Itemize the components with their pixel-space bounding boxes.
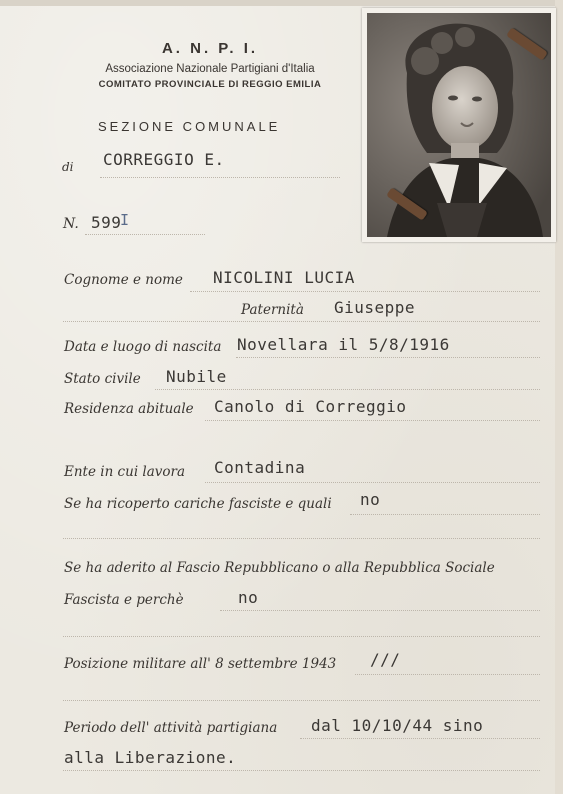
dotted-line bbox=[63, 538, 540, 539]
dotted-line bbox=[350, 514, 540, 515]
paternity-value: Giuseppe bbox=[334, 298, 416, 317]
dotted-line bbox=[190, 291, 540, 292]
number-suffix: I bbox=[120, 211, 130, 229]
civil-status-label: Stato civile bbox=[64, 371, 141, 387]
employer-value: Contadina bbox=[214, 458, 306, 477]
section-heading: SEZIONE COMUNALE bbox=[98, 119, 281, 134]
number-label: N. bbox=[63, 216, 79, 232]
anpi-title: A. N. P. I. bbox=[161, 40, 259, 57]
dotted-line bbox=[355, 674, 540, 675]
rsi-membership-value: no bbox=[238, 588, 259, 607]
dotted-line bbox=[100, 177, 340, 178]
employer-label: Ente in cui lavora bbox=[64, 464, 186, 480]
military-position-value: /// bbox=[370, 650, 401, 669]
dotted-line bbox=[205, 482, 540, 483]
dotted-line bbox=[220, 610, 540, 611]
partisan-period-value: dal 10/10/44 sino bbox=[311, 716, 484, 735]
rsi-membership-label-2: Fascista e perchè bbox=[64, 592, 184, 608]
birth-label: Data e luogo di nascita bbox=[64, 339, 222, 355]
dotted-line bbox=[63, 636, 540, 637]
military-position-label: Posizione militare all' 8 settembre 1943 bbox=[64, 656, 337, 672]
paper-edge-top bbox=[0, 0, 563, 6]
dotted-line bbox=[300, 738, 540, 739]
association-name: Associazione Nazionale Partigiani d'Italia bbox=[105, 63, 315, 75]
fascist-roles-label: Se ha ricoperto cariche fasciste e quali bbox=[64, 496, 332, 512]
municipality-value: CORREGGIO E. bbox=[103, 150, 225, 169]
surname-name-value: NICOLINI LUCIA bbox=[213, 268, 355, 287]
partisan-period-label: Periodo dell' attività partigiana bbox=[64, 720, 278, 736]
dotted-line bbox=[63, 700, 540, 701]
dotted-line bbox=[236, 357, 540, 358]
birth-value: Novellara il 5/8/1916 bbox=[237, 335, 450, 354]
dotted-line bbox=[85, 234, 205, 235]
paper-edge-right bbox=[555, 0, 563, 794]
partisan-period-value-2: alla Liberazione. bbox=[64, 748, 237, 767]
dotted-line bbox=[63, 770, 540, 771]
residence-value: Canolo di Correggio bbox=[214, 397, 407, 416]
dotted-line bbox=[155, 389, 540, 390]
di-label: di bbox=[62, 160, 74, 174]
paternity-label: Paternità bbox=[241, 302, 304, 318]
rsi-membership-label: Se ha aderito al Fascio Repubblicano o alla Repubblica Sociale bbox=[64, 560, 495, 576]
portrait-photo bbox=[362, 8, 556, 242]
provincial-committee: COMITATO PROVINCIALE DI REGGIO EMILIA bbox=[98, 79, 322, 90]
civil-status-value: Nubile bbox=[166, 367, 227, 386]
fascist-roles-value: no bbox=[360, 490, 381, 509]
surname-name-label: Cognome e nome bbox=[64, 272, 183, 288]
dotted-line bbox=[63, 321, 540, 322]
residence-label: Residenza abituale bbox=[64, 401, 194, 417]
number-value: 599 bbox=[91, 213, 122, 232]
dotted-line bbox=[205, 420, 540, 421]
